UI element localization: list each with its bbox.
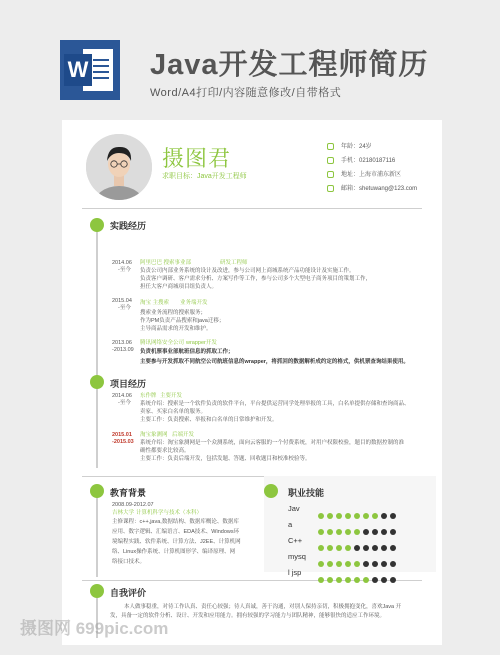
project-name: 淘宝象测网 [140, 432, 168, 438]
skill-dot-filled [318, 513, 324, 519]
info-email: 邮箱：shetuwang@123.com [327, 182, 417, 196]
skill-dot-empty [363, 545, 369, 551]
skill-dot-empty [354, 545, 360, 551]
skill-level [318, 554, 399, 561]
skill-dot-empty [390, 577, 396, 583]
header [0, 0, 500, 112]
education-major: 计算机科学与技术（本科） [136, 510, 203, 516]
timeline-line [96, 492, 98, 577]
skill-dot-empty [390, 561, 396, 567]
practice-org: 淘宝 主搜索 [140, 300, 170, 306]
skill-dot-empty [390, 513, 396, 519]
info-address: 地址：上海市浦东新区 [327, 168, 417, 182]
thumbs-up-icon [90, 584, 104, 598]
contact-info [327, 140, 417, 196]
skill-dot-filled [318, 545, 324, 551]
skill-dot-filled [318, 561, 324, 567]
word-icon [60, 40, 120, 100]
skill-dot-filled [327, 529, 333, 535]
skill-name: Jav [288, 504, 300, 513]
page-subtitle: Word/A4打印/内容随意修改/自带格式 [150, 87, 342, 99]
skill-level [318, 522, 399, 529]
info-phone: 手机：02180187116 [327, 154, 417, 168]
skill-dot-filled [318, 529, 324, 535]
skill-dot-empty [381, 577, 387, 583]
skill-dot-filled [327, 513, 333, 519]
skill-dot-filled [318, 577, 324, 583]
skill-dot-filled [363, 513, 369, 519]
skill-dot-filled [345, 561, 351, 567]
skill-dot-empty [363, 561, 369, 567]
skill-dot-filled [345, 513, 351, 519]
skill-level [318, 538, 399, 545]
skill-dot-filled [336, 513, 342, 519]
divider [82, 208, 422, 209]
timeline-line [96, 218, 98, 468]
skill-dot-filled [336, 577, 342, 583]
info-age: 年龄：24岁 [327, 140, 417, 154]
skill-dot-empty [381, 513, 387, 519]
section-title-education: 教育背景 [110, 488, 147, 498]
practice-role: 业务端开发 [180, 300, 208, 306]
skill-dot-filled [354, 577, 360, 583]
project-role: 后端开发 [172, 432, 195, 438]
skill-level [318, 570, 399, 577]
skill-dot-filled [336, 561, 342, 567]
education-school: 吉林大学 [112, 510, 135, 516]
skill-name: mysq [288, 552, 306, 561]
briefcase-icon [90, 218, 104, 232]
education-date: 2008.09-2012.07 [112, 502, 154, 508]
skill-dot-empty [390, 545, 396, 551]
skill-dot-empty [381, 545, 387, 551]
location-icon [327, 171, 334, 178]
skill-dot-empty [372, 529, 378, 535]
section-title-projects: 项目经历 [110, 379, 147, 389]
skill-dot-filled [327, 561, 333, 567]
candidate-name: 摄图君 [162, 146, 232, 171]
section-title-skills: 职业技能 [288, 488, 325, 498]
skill-dot-filled [345, 529, 351, 535]
skill-dot-filled [345, 545, 351, 551]
practice-org: 腾讯网络安全公司 [140, 340, 185, 346]
skill-name: a [288, 520, 293, 529]
resume-page: 摄图君 求职目标：Java开发工程师 年龄：24岁 手机：02180187116 地址：上海市浦东新区 邮箱：shetuwang@123.com 实践经历 2014.06 -至今 阿里巴巴 搜索事业部 研发工程师 负责公司内部业务系统的设计及改进，参与公司网上商城系统产品功能设计及实施工作。 负责客户调研、客户需求分析、方案写作等工作，参与公司多个大型电子商务项目的策划工作， 担任大客户商城项目组负责人。 2015.04 -至今 淘宝 主搜索 业务端开发 搜索业务流程的搜索服务； 作为PM负责产品搜索和java迁移； 主导商品需求的开发和维护。 2013.06 -2013.09 腾讯网络安全公司 wrapper开发 负责机票事业部航班信息的抓取工作； 主要参与开发抓取不同航空公司航班信息的wrapper，将抓回的数据解析成约定的格式，供机票查询结果使用。 项目经历 2014.06 -至今 东作牌 主要开发 系统介绍：搜索是一个软件负责的软件平台，平台提供运营同学处理举报的工具，白名单提供存储和查询商品、 卖家、买家白名单的服务。 主要工作：负责搜索、举报和白名单的日常维护和开发。 2015.01 -2015.03 淘宝象测网 后端开发 系统介绍：淘宝象测网是一个众测系统，面向云客服的一个付费系统，对用户权限校验，题目的数据控制的准 确性都要求比较高。 主要工作：负责后端开发，包括发题、答题、回收题目和校准校验等。 教育背景 2008.09-2012.07 吉林大学 计算机科学与技术（本科） 主修课程：c++,java,数据结构、数据库概论、数据库 应用、数字逻辑、汇编语言、EDA技术、Windows环 境编程实践、软件系统、计算方法、J2EE、计算机网 络、Linux操作系统、计算机图形学、编译原理、网 络接口技术。 职业技能 自我评价 本人做事稳重，对待工作认真、责任心较强；待人真诚，善于沟通，对别人保持亲切，积极拥抱变化，喜欢Java 开 发，具备一定的软件分析、设计、开发和应用能力。拥有较强的学习能力与团队精神，能够很快的适应工作环境。 Jav a C++ mysq l jsp [62, 120, 442, 645]
project-role: 主要开发 [160, 393, 183, 399]
avatar [86, 134, 152, 200]
skill-name: C++ [288, 536, 303, 545]
section-title-self-eval: 自我评价 [110, 588, 147, 598]
skill-dot-empty [381, 561, 387, 567]
skill-dot-empty [372, 577, 378, 583]
job-objective: 求职目标：Java开发工程师 [162, 173, 247, 180]
skill-dot-empty [381, 529, 387, 535]
word-letter: W [64, 54, 92, 86]
project-icon [90, 375, 104, 389]
skill-dot-filled [363, 577, 369, 583]
skill-dot-empty [372, 561, 378, 567]
skill-level [318, 506, 399, 513]
calendar-icon [327, 143, 334, 150]
divider [82, 580, 422, 581]
skill-dot-filled [354, 513, 360, 519]
graduation-cap-icon [90, 484, 104, 498]
skill-dot-filled [327, 545, 333, 551]
skill-dot-filled [354, 561, 360, 567]
skill-dot-filled [327, 577, 333, 583]
section-title-practice: 实践经历 [110, 221, 147, 231]
practice-role: 研发工程师 [220, 260, 248, 266]
page-title: Java开发工程师简历 [150, 49, 429, 81]
phone-icon [327, 157, 334, 164]
skill-dot-empty [390, 529, 396, 535]
practice-org: 阿里巴巴 搜索事业部 [140, 260, 192, 266]
practice-role: wrapper开发 [186, 340, 217, 346]
mail-icon [327, 185, 334, 192]
skill-dot-empty [363, 529, 369, 535]
skill-dot-filled [354, 529, 360, 535]
lightbulb-icon [264, 484, 278, 498]
skill-dot-filled [345, 577, 351, 583]
skill-dot-filled [336, 529, 342, 535]
watermark: 摄图网 699pic.com [20, 619, 169, 638]
skill-name: l jsp [288, 568, 302, 577]
skill-dot-filled [372, 513, 378, 519]
project-name: 东作牌 [140, 393, 157, 399]
skill-dot-filled [336, 545, 342, 551]
skill-dot-empty [372, 545, 378, 551]
